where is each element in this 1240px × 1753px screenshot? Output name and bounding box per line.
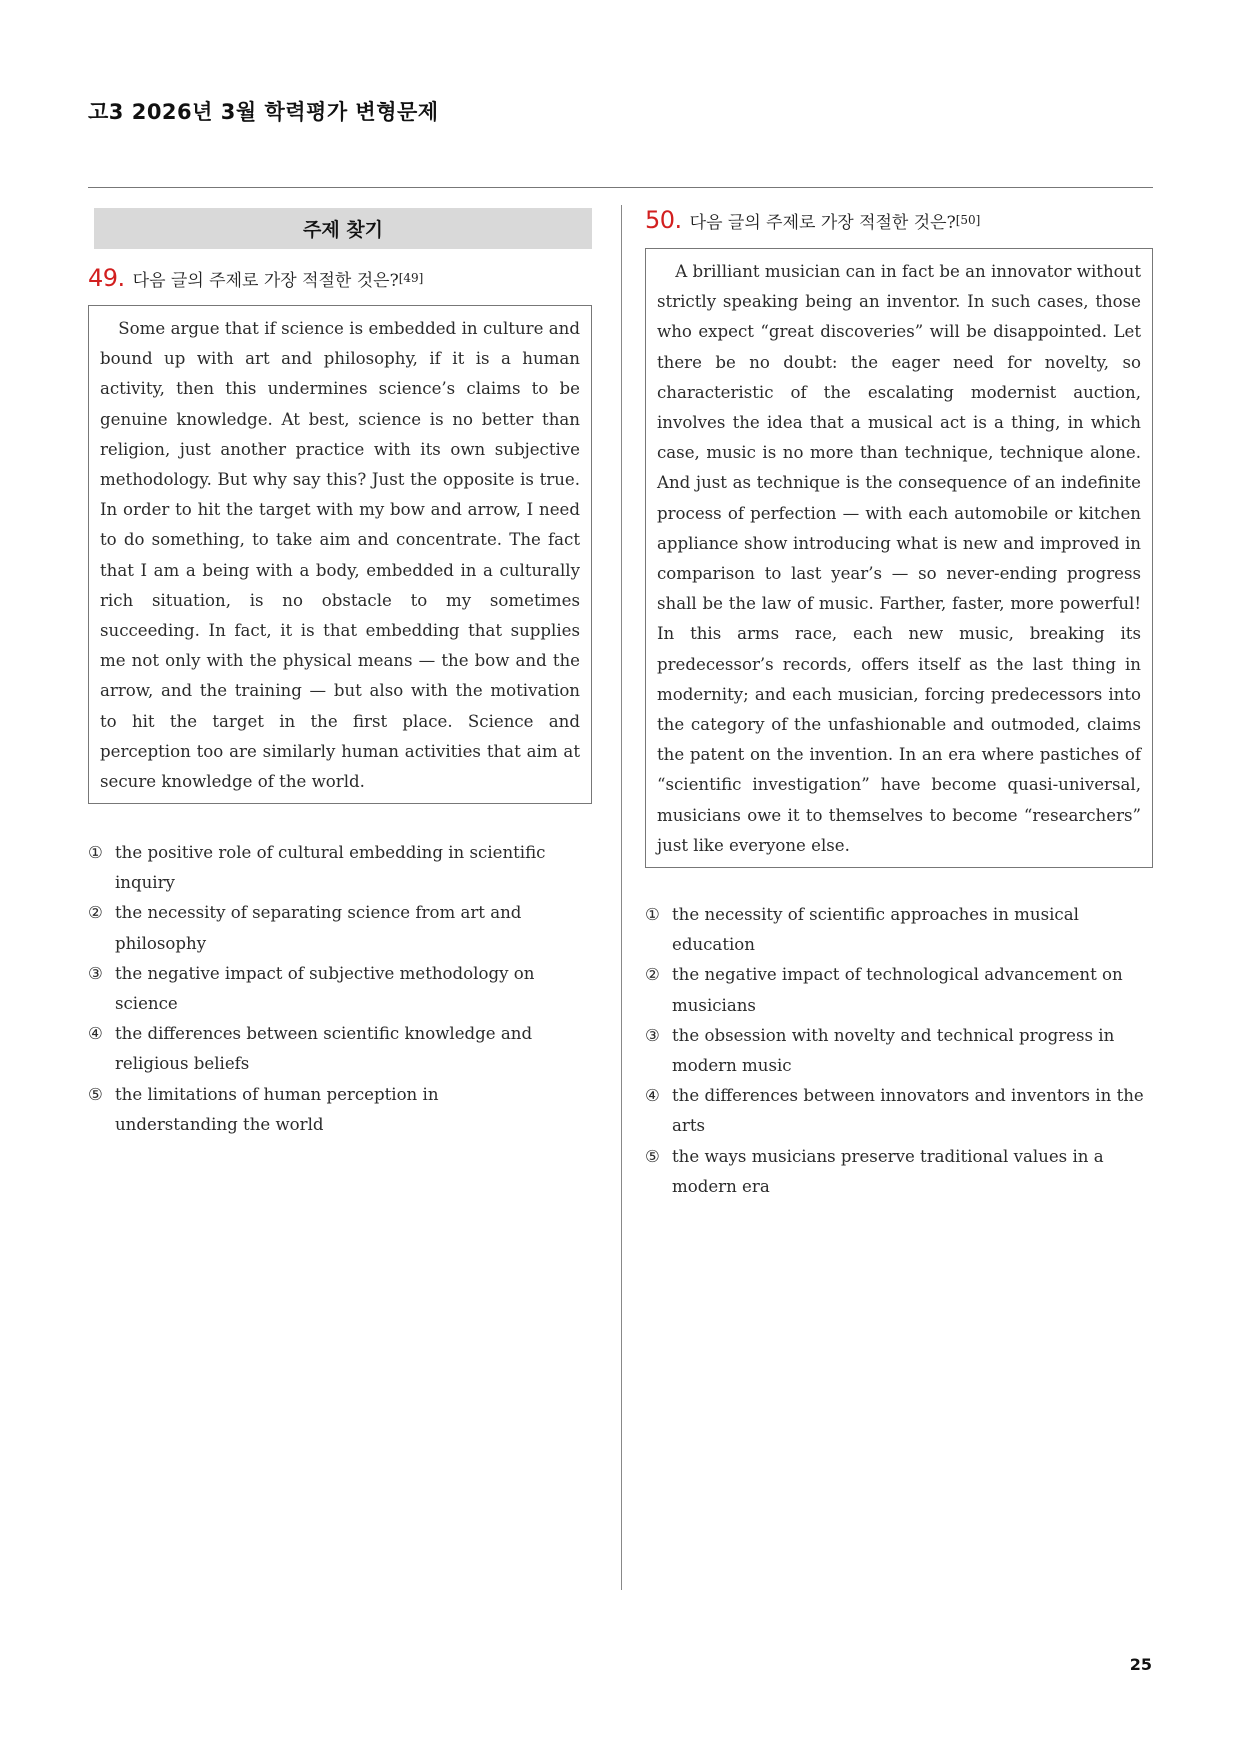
column-divider — [621, 205, 622, 1590]
question-50-option-1[interactable] — [645, 900, 1153, 960]
section-title: 주제 찾기 — [302, 219, 384, 241]
option-text: the obsession with novelty and technical progress in modern music — [672, 1025, 1115, 1076]
question-49-option-1[interactable] — [88, 838, 558, 898]
question-49-option-2[interactable] — [88, 898, 558, 958]
option-text: the negative impact of technological advancement on musicians — [672, 965, 1123, 1015]
option-text: the positive role of cultural embedding in scientific inquiry — [115, 843, 546, 893]
question-50-ref: [50] — [955, 213, 981, 227]
option-number: ④ — [645, 1086, 660, 1106]
question-50-option-2[interactable] — [645, 960, 1153, 1020]
question-49-number: 49. — [88, 264, 125, 292]
option-number: ⑤ — [645, 1146, 660, 1166]
question-49-ref: [49] — [398, 271, 424, 285]
question-49-option-4[interactable] — [88, 1019, 558, 1079]
page-number: 25 — [1129, 1655, 1152, 1674]
question-49-option-5[interactable] — [88, 1080, 558, 1140]
option-number: ⑤ — [88, 1084, 103, 1104]
question-50-option-5[interactable] — [645, 1142, 1153, 1202]
question-49-passage: Some argue that if science is embedded in culture and bound up with art and philosophy, if it is a human activity, then this undermines science’s claims to be genuine knowledge. At best, science is no better than religion, just another practice with its own subjective methodology. But why say this? Just the opposite is true. In order to hit the target with my bow and arrow, I need to do something, to take aim and concentrate. The fact that I am a being with a body, embedded in a culturally rich situation, is no obstacle to my sometimes succeeding. In fact, it is that embedding that supplies me not only with the physical means — the bow and the arrow, and the training — but also with the motivation to hit the target in the first place. Science and perception too are similarly human activities that aim at secure knowledge of the world. — [100, 319, 580, 792]
question-49-options — [88, 838, 558, 1140]
question-49-option-3[interactable] — [88, 959, 558, 1019]
question-49-heading — [88, 264, 423, 292]
option-text: the necessity of scientific approaches in musical education — [672, 905, 1079, 955]
question-49-passage-box — [88, 305, 592, 804]
section-title-bar — [94, 208, 592, 249]
page-header-title: 고3 2026년 3월 학력평가 변형문제 — [88, 100, 439, 124]
option-number: ② — [645, 965, 660, 985]
option-number: ② — [88, 903, 103, 923]
option-number: ③ — [645, 1025, 660, 1045]
option-number: ① — [645, 905, 660, 924]
question-50-option-4[interactable] — [645, 1081, 1153, 1141]
header-divider — [88, 187, 1153, 188]
option-number: ③ — [88, 963, 103, 983]
question-50-number: 50. — [645, 206, 682, 234]
option-text: the negative impact of subjective methodology on science — [115, 963, 535, 1014]
question-50-option-3[interactable] — [645, 1021, 1153, 1081]
option-number: ④ — [88, 1024, 103, 1044]
question-49-prompt: 다음 글의 주제로 가장 적절한 것은? — [132, 271, 399, 291]
question-50-passage: A brilliant musician can in fact be an innovator without strictly speaking being an inventor. In such cases, those who expect “great discoveries” will be disappointed. Let there be no doubt: the eager need for novelty, so characteristic of the escalating modernist auction, involves the idea that a musical act is a thing, in which case, music is no more than technique, technique alone. And just as technique is the consequence of an indefinite process of perfection — with each automobile or kitchen appliance show introducing what is new and improved in comparison to last year’s — so never‑ending progress shall be the law of music. Farther, faster, more powerful! In this arms race, each new music, breaking its predecessor’s records, offers itself as the last thing in modernity; and each musician, forcing predecessors into the category of the unfashionable and outmoded, claims the patent on the invention. In an era where pastiches of “scientific investigation” have become quasi‑universal, musicians owe it to themselves to become “researchers” just like everyone else. — [657, 262, 1141, 855]
option-text: the differences between scientific knowledge and religious beliefs — [115, 1024, 533, 1074]
question-50-prompt: 다음 글의 주제로 가장 적절한 것은? — [689, 213, 956, 233]
question-50-heading — [645, 206, 980, 234]
option-text: the limitations of human perception in understanding the world — [115, 1084, 439, 1134]
option-text: the differences between innovators and inventors in the arts — [672, 1086, 1144, 1136]
question-50-passage-box — [645, 248, 1153, 868]
option-text: the necessity of separating science from art and philosophy — [115, 903, 522, 953]
option-number: ① — [88, 843, 103, 862]
question-50-options — [645, 900, 1153, 1202]
option-text: the ways musicians preserve traditional values in a modern era — [672, 1146, 1104, 1196]
